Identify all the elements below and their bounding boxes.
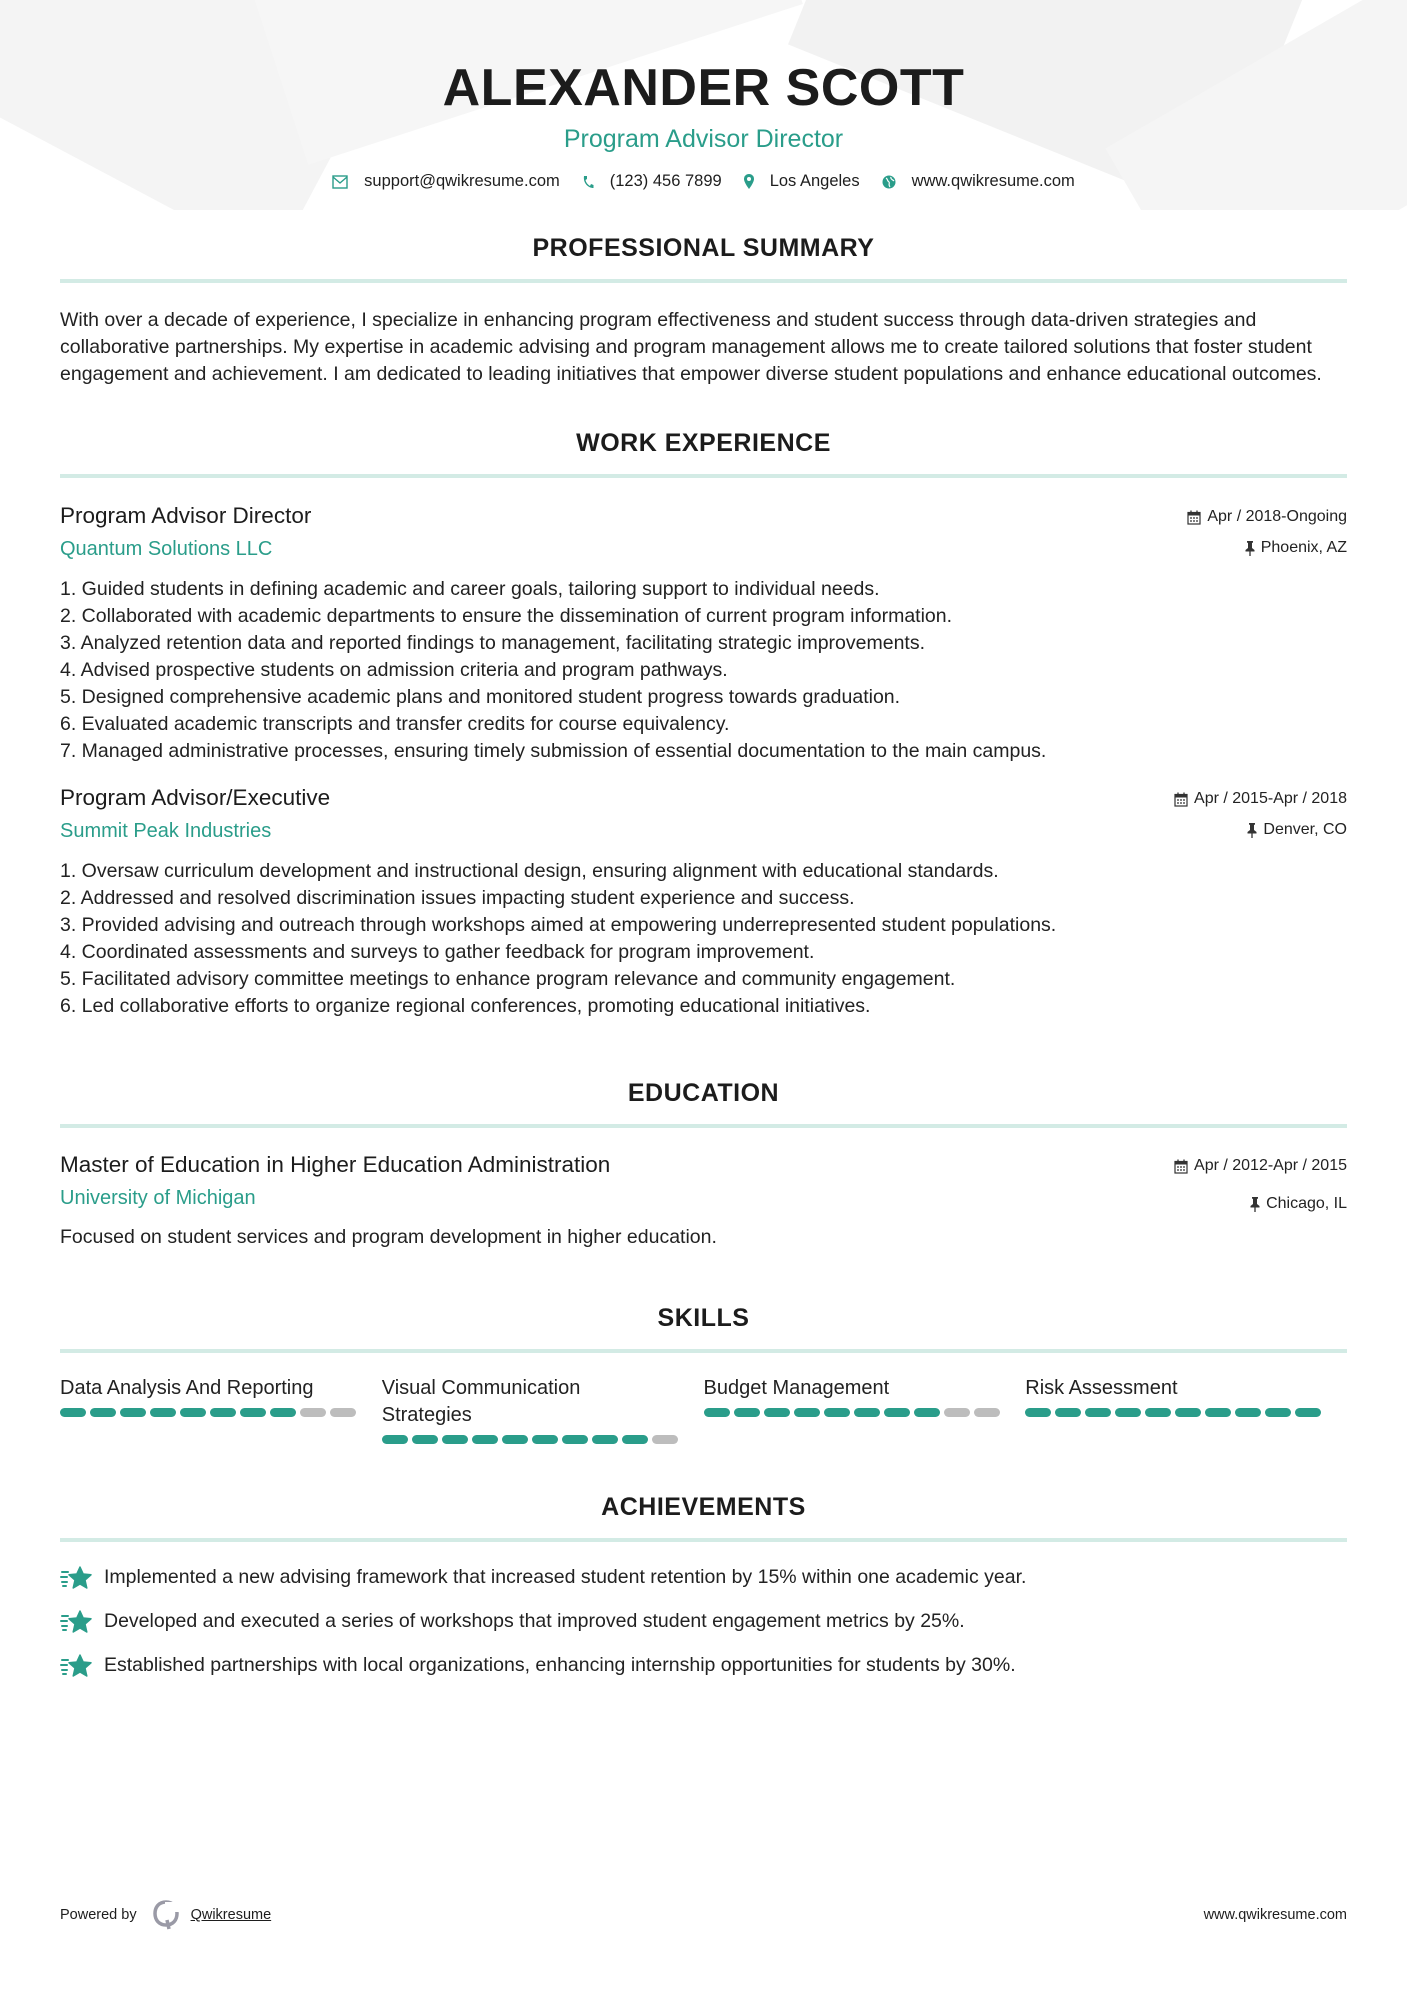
phone-icon (582, 175, 594, 189)
website-text: www.qwikresume.com (911, 172, 1075, 190)
summary-text: With over a decade of experience, I specialize in enhancing program effectiveness and student success through data-driven strategies and collaborative partnerships. My expertise in academic advising and program management allows me to create tailored solutions that foster student engagement and achievement. I am dedicated to leading initiatives that empower diverse student populations and enhance educational outcomes. (60, 309, 1322, 385)
qwikresume-link[interactable]: Qwikresume (190, 1907, 272, 1923)
skill-item (60, 1375, 382, 1444)
pushpin-icon (1245, 541, 1255, 556)
contact-website[interactable] (882, 172, 1075, 191)
section-divider (60, 279, 1347, 283)
calendar-icon (1174, 1159, 1188, 1174)
pushpin-icon (1247, 823, 1257, 838)
education-dates: Apr / 2012-Apr / 2015 (1194, 1157, 1347, 1174)
calendar-icon (1174, 792, 1188, 807)
phone-text: (123) 456 7899 (609, 172, 722, 190)
resume-header (60, 0, 1347, 191)
bullet-item: 3. Provided advising and outreach through workshops aimed at empowering underrepresented student populations. (60, 914, 1057, 936)
section-divider (60, 474, 1347, 478)
education-description: Focused on student services and program development in higher education. (60, 1226, 717, 1248)
skills-grid (60, 1375, 1347, 1444)
achievements-list (60, 1564, 1347, 1679)
calendar-icon (1187, 510, 1201, 525)
company-name: Summit Peak Industries (60, 820, 272, 842)
bullet-item: 4. Advised prospective students on admission criteria and program pathways. (60, 659, 728, 681)
pushpin-icon (1250, 1197, 1260, 1212)
contact-email[interactable] (332, 172, 560, 191)
globe-icon (882, 175, 896, 189)
job-title: Program Advisor Director (60, 503, 312, 528)
skill-item (704, 1375, 1026, 1444)
footer-website[interactable]: www.qwikresume.com (1203, 1907, 1347, 1923)
education-entry (60, 1150, 1347, 1251)
envelope-icon (332, 175, 348, 189)
bullet-item: 5. Facilitated advisory committee meetings to enhance program relevance and community engagement. (60, 968, 956, 990)
skill-rating (704, 1408, 1026, 1417)
job-entry (60, 783, 1347, 1020)
section-heading: PROFESSIONAL SUMMARY (532, 234, 875, 262)
education-location: Chicago, IL (1266, 1195, 1347, 1212)
school-name: University of Michigan (60, 1187, 256, 1209)
bullet-item: 2. Addressed and resolved discrimination issues impacting student experience and success. (60, 887, 855, 909)
candidate-name: ALEXANDER SCOTT (442, 59, 965, 117)
powered-by-label: Powered by (60, 1907, 137, 1923)
achievement-item (60, 1652, 1347, 1679)
achievement-text: Established partnerships with local organizations, enhancing internship opportunities for students by 30%. (104, 1654, 1016, 1676)
bullet-item: 7. Managed administrative processes, ensuring timely submission of essential documentation to the main campus. (60, 740, 1047, 762)
job-dates: Apr / 2018-Ongoing (1207, 508, 1347, 525)
bullet-item: 4. Coordinated assessments and surveys to gather feedback for program improvement. (60, 941, 815, 963)
star-icon (60, 1565, 94, 1591)
achievement-item (60, 1564, 1347, 1591)
bullet-item: 5. Designed comprehensive academic plans and monitored student progress towards graduation. (60, 686, 901, 708)
skill-name: Visual Communication Strategies (381, 1377, 581, 1426)
skill-item (382, 1375, 704, 1444)
skill-name: Data Analysis And Reporting (60, 1377, 314, 1399)
map-pin-icon (744, 174, 754, 189)
contact-phone[interactable] (582, 172, 722, 191)
skill-name: Budget Management (703, 1377, 890, 1399)
achievement-text: Developed and executed a series of workshops that improved student engagement metrics by 25%. (104, 1610, 965, 1632)
summary-section (60, 233, 1347, 388)
star-icon (60, 1609, 94, 1635)
achievements-section (60, 1492, 1347, 1679)
experience-section (60, 428, 1347, 1020)
bullet-item: 1. Guided students in defining academic and career goals, tailoring support to individual needs. (60, 578, 880, 600)
bullet-item: 3. Analyzed retention data and reported findings to management, facilitating strategic improvements. (60, 632, 925, 654)
job-dates: Apr / 2015-Apr / 2018 (1194, 790, 1347, 807)
job-bullets (60, 576, 1347, 765)
candidate-title: Program Advisor Director (563, 125, 844, 153)
job-entry (60, 501, 1347, 765)
contact-location (744, 172, 860, 191)
job-location: Phoenix, AZ (1260, 539, 1347, 556)
degree-title: Master of Education in Higher Education Administration (60, 1152, 611, 1177)
section-heading: ACHIEVEMENTS (601, 1493, 806, 1521)
skill-item (1025, 1375, 1347, 1444)
section-heading: SKILLS (657, 1304, 750, 1332)
skill-name: Risk Assessment (1025, 1377, 1178, 1399)
section-heading: WORK EXPERIENCE (576, 429, 831, 457)
page-footer (60, 1900, 1347, 1930)
skills-section (60, 1303, 1347, 1444)
section-divider (60, 1538, 1347, 1542)
section-divider (60, 1349, 1347, 1353)
section-heading: EDUCATION (627, 1079, 780, 1107)
job-title: Program Advisor/Executive (60, 785, 331, 810)
bullet-item: 2. Collaborated with academic departments to ensure the dissemination of current program information. (60, 605, 953, 627)
section-divider (60, 1124, 1347, 1128)
job-location: Denver, CO (1263, 821, 1347, 838)
job-bullets (60, 858, 1347, 1020)
education-section (60, 1078, 1347, 1251)
bullet-item: 1. Oversaw curriculum development and instructional design, ensuring alignment with educational standards. (60, 860, 999, 882)
star-icon (60, 1653, 94, 1679)
location-text: Los Angeles (769, 172, 860, 190)
skill-rating (60, 1408, 382, 1417)
achievement-item (60, 1608, 1347, 1635)
qwikresume-logo-icon (153, 1900, 179, 1930)
company-name: Quantum Solutions LLC (60, 538, 273, 560)
skill-rating (382, 1435, 704, 1444)
skill-rating (1025, 1408, 1347, 1417)
contact-bar (60, 172, 1347, 191)
email-text: support@qwikresume.com (364, 172, 560, 190)
bullet-item: 6. Evaluated academic transcripts and transfer credits for course equivalency. (60, 713, 730, 735)
bullet-item: 6. Led collaborative efforts to organize regional conferences, promoting educational initiatives. (60, 995, 871, 1017)
achievement-text: Implemented a new advising framework that increased student retention by 15% within one academic year. (104, 1566, 1027, 1588)
